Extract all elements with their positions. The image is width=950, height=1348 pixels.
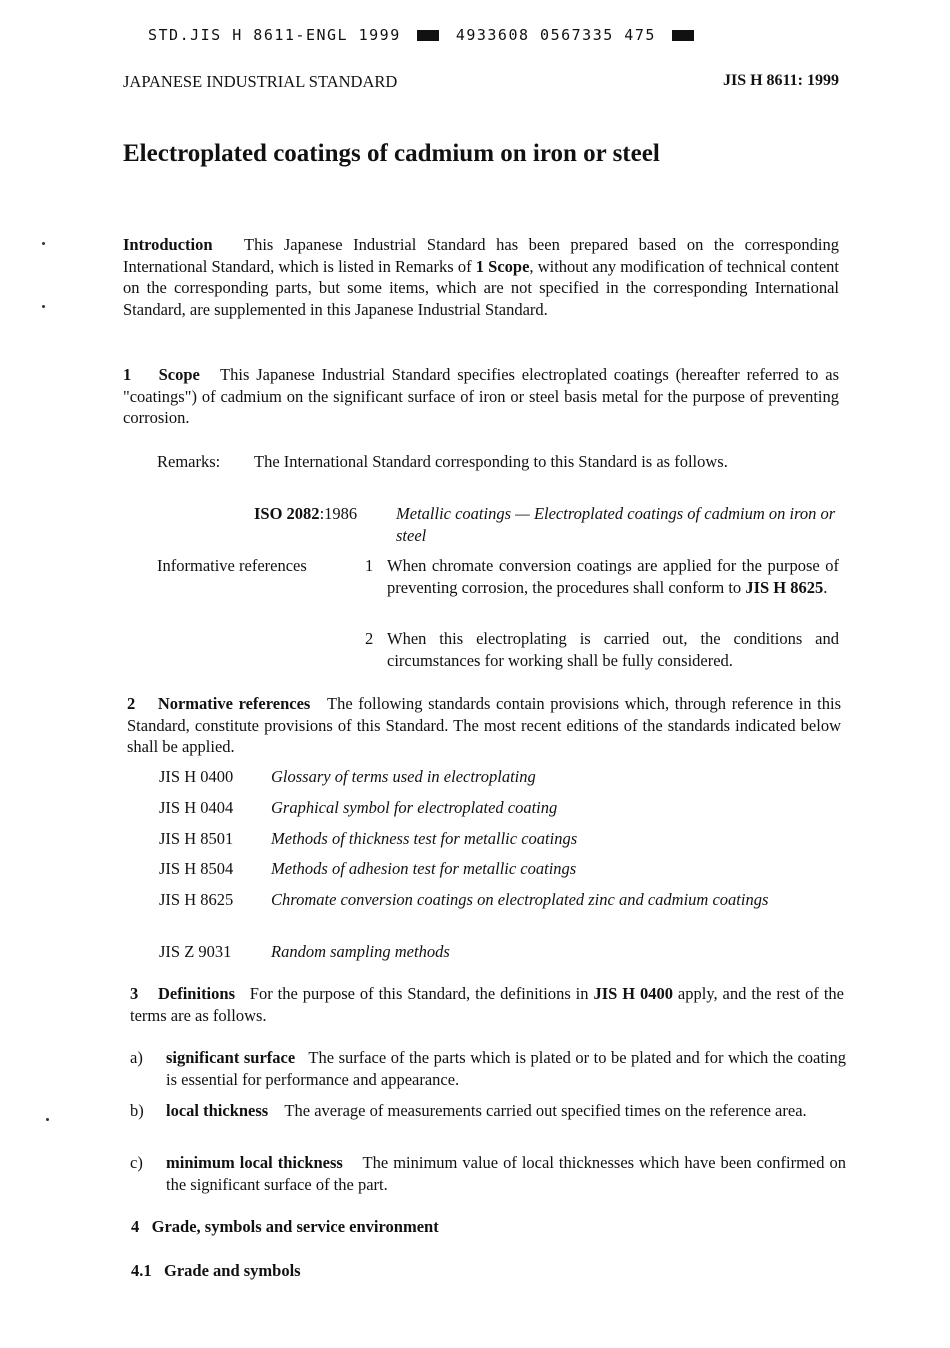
introduction-text-end: , without any modification of technical content on the corresponding parts, but some items, which are not specified in the corresponding International Standard, are supplemented in this Japanese Industrial Standard. (123, 256, 839, 319)
reference-code: JIS H 0404 (159, 798, 234, 817)
remarks-text: The International Standard corresponding to this Standard is as follows. (254, 452, 728, 471)
reference-title: Methods of thickness test for metallic coatings (271, 829, 578, 848)
reference-code: JIS H 8504 (159, 859, 234, 878)
definitions-paragraph (130, 983, 844, 1026)
definitions-text-end: apply, and the rest of the terms are as follows. (130, 984, 844, 1025)
iso-title: Metallic coatings — Electroplated coatings of cadmium on iron or steel (396, 504, 836, 545)
scope-number: 1 (123, 365, 132, 384)
iso-code: ISO 2082 (254, 504, 320, 523)
scan-speck (42, 305, 45, 308)
reference-entry (159, 828, 577, 850)
definitions-text: For the purpose of this Standard, the definitions in (249, 984, 594, 1003)
definition-marker: b) (130, 1101, 144, 1120)
reference-entry (159, 797, 557, 819)
reference-code: JIS H 8501 (159, 829, 234, 848)
scan-speck (42, 242, 45, 245)
introduction-text: This Japanese Industrial Standard has been prepared based on the corresponding International Standard, which is listed in Remarks of (123, 235, 840, 276)
reference-code: JIS Z 9031 (159, 942, 232, 961)
reference-entry (159, 766, 536, 788)
reference-entry (159, 941, 450, 963)
reference-title: Random sampling methods (271, 942, 450, 961)
introduction-ref: 1 Scope (475, 256, 530, 276)
section-4-1-heading (131, 1260, 301, 1282)
normative-heading: Normative references (157, 694, 311, 713)
scan-speck (46, 1118, 49, 1121)
definition-marker: a) (130, 1048, 143, 1067)
definition-item (166, 1152, 846, 1195)
definition-text: The minimum value of local thicknesses which have been confirmed on the significant surface of the part. (166, 1153, 846, 1194)
introduction-paragraph (123, 234, 839, 320)
stamp-block (417, 30, 439, 41)
definitions-heading: Definitions (157, 984, 235, 1003)
stamp-middle: 4933608 0567335 475 (455, 26, 656, 44)
scope-paragraph (123, 364, 839, 429)
informative-item-text-end: . (823, 577, 828, 597)
informative-item-number: 1 (365, 556, 374, 575)
reference-entry (159, 858, 576, 880)
definition-item (166, 1047, 846, 1090)
definition-term: significant surface (166, 1048, 296, 1067)
definition-marker: c) (130, 1153, 143, 1172)
reference-title: Graphical symbol for electroplated coating (271, 798, 558, 817)
informative-item-text (387, 555, 839, 598)
informative-item-text-part: When chromate conversion coatings are applied for the purpose of preventing corrosion, the procedures shall conform to (387, 556, 839, 597)
stamp-block (672, 30, 694, 41)
page-title: Electroplated coatings of cadmium on iron or steel (123, 140, 660, 167)
normative-references-paragraph (127, 693, 841, 758)
iso-year: :1986 (319, 504, 358, 523)
definitions-ref: JIS H 0400 (593, 984, 673, 1003)
informative-item-ref: JIS H 8625 (745, 577, 824, 597)
definition-term: local thickness (166, 1101, 269, 1120)
normative-number: 2 (127, 694, 136, 713)
informative-item-number: 2 (365, 629, 374, 648)
header-standard-name: JAPANESE INDUSTRIAL STANDARD (123, 72, 398, 91)
section-4-number: 4 (131, 1217, 140, 1236)
reference-code: JIS H 0400 (159, 767, 234, 786)
definition-term: minimum local thickness (166, 1153, 343, 1172)
reference-title: Glossary of terms used in electroplating (271, 767, 536, 786)
scope-heading: Scope (158, 365, 200, 384)
header-standard-number: JIS H 8611: 1999 (722, 72, 839, 89)
reference-entry (159, 889, 843, 911)
scope-text: This Japanese Industrial Standard specifies electroplated coatings (hereafter referred to as "coatings") of cadmium on the significant surface of iron or steel basis metal for the purpose of preventing corrosion. (123, 365, 840, 428)
definitions-number: 3 (130, 984, 139, 1003)
definition-item (166, 1100, 846, 1122)
introduction-heading: Introduction (123, 235, 213, 254)
section-4-heading (131, 1216, 439, 1238)
section-4-1-number: 4.1 (131, 1261, 152, 1280)
remarks-label: Remarks: (157, 452, 221, 471)
document-stamp (148, 26, 700, 44)
informative-references-label: Informative references (157, 556, 307, 575)
reference-title: Chromate conversion coatings on electroplated zinc and cadmium coatings (271, 890, 769, 909)
informative-item-text: When this electroplating is carried out, the conditions and circumstances for working shall be fully considered. (387, 629, 839, 670)
section-4-1-title: Grade and symbols (164, 1261, 301, 1280)
stamp-left: STD.JIS H 8611-ENGL 1999 (148, 26, 401, 44)
section-4-title: Grade, symbols and service environment (151, 1217, 439, 1236)
definition-text: The average of measurements carried out specified times on the reference area. (284, 1101, 807, 1120)
iso-reference (254, 503, 357, 525)
reference-title: Methods of adhesion test for metallic coatings (271, 859, 577, 878)
definition-text: The surface of the parts which is plated or to be plated and for which the coating is essential for performance and appearance. (166, 1048, 847, 1089)
normative-text: The following standards contain provisions which, through reference in this Standard, constitute provisions of this Standard. The most recent editions of the standards indicated below shall be applied. (127, 694, 841, 757)
reference-code: JIS H 8625 (159, 890, 234, 909)
